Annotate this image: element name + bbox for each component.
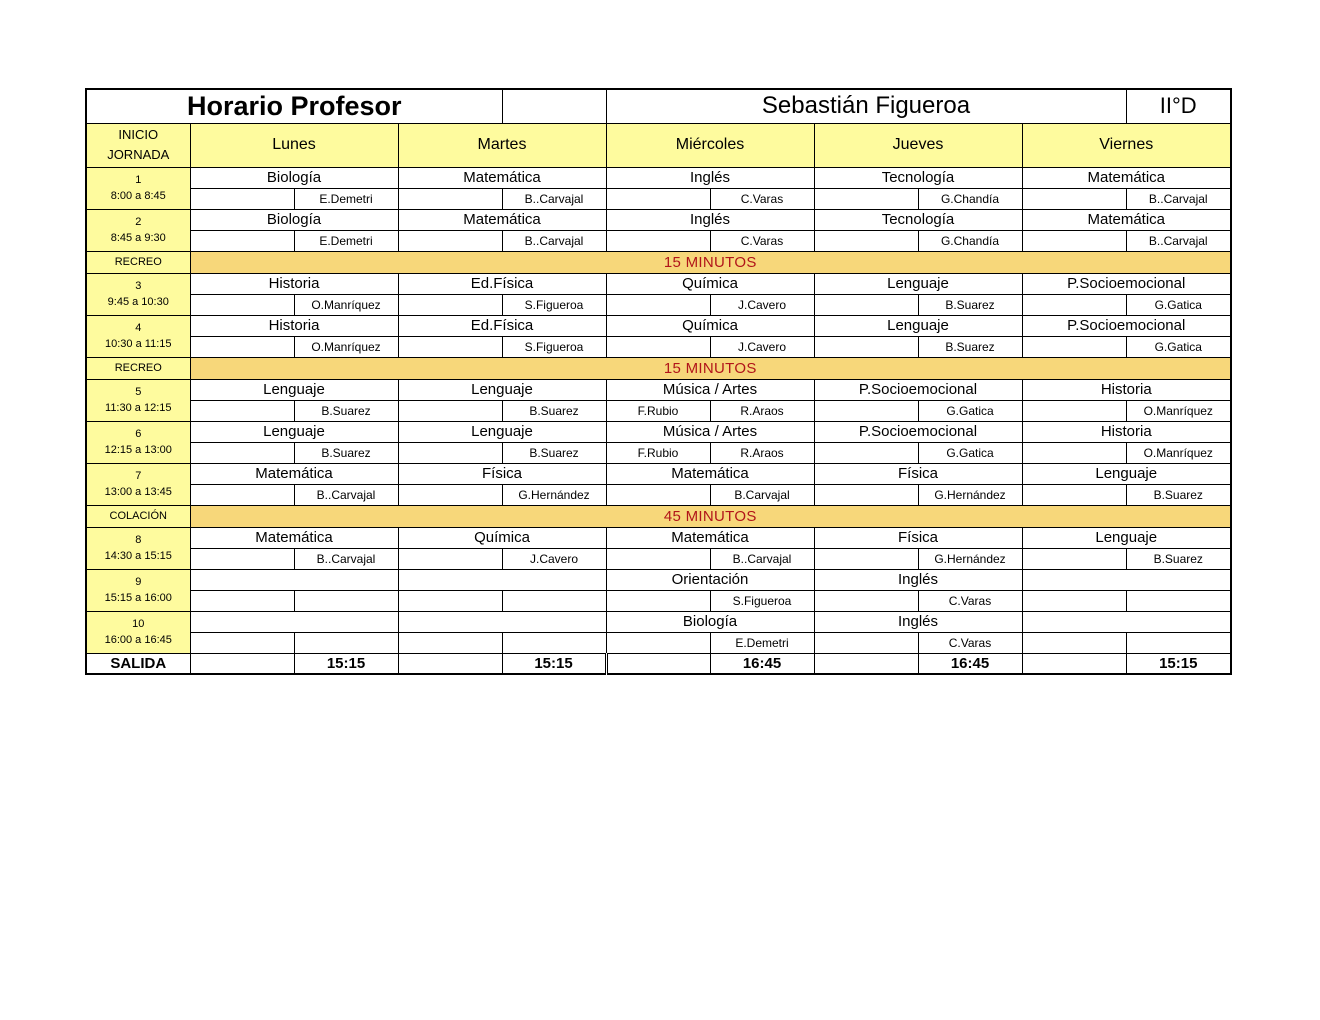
period-teacher-row <box>86 188 1231 209</box>
teacher-primary: G.Hernández <box>918 548 1022 569</box>
teacher-secondary <box>398 336 502 357</box>
teacher-primary: B..Carvajal <box>1126 230 1231 251</box>
subject-cell: Inglés <box>814 569 1022 590</box>
subject-cell: Química <box>606 315 814 336</box>
teacher-secondary <box>814 188 918 209</box>
teacher-primary: C.Varas <box>710 230 814 251</box>
teacher-primary: B..Carvajal <box>294 484 398 505</box>
teacher-secondary <box>814 230 918 251</box>
period-slot <box>86 273 190 315</box>
subject-cell: Matemática <box>606 463 814 484</box>
teacher-secondary <box>814 400 918 421</box>
teacher-secondary <box>190 442 294 463</box>
period-slot <box>86 379 190 421</box>
teacher-primary: O.Manríquez <box>1126 442 1231 463</box>
teacher-secondary <box>606 230 710 251</box>
teacher-primary: C.Varas <box>918 590 1022 611</box>
period-subject-row <box>86 569 1231 590</box>
period-number: 6 <box>135 428 142 440</box>
subject-cell: Lenguaje <box>398 421 606 442</box>
subject-cell: Matemática <box>606 527 814 548</box>
teacher-primary: C.Varas <box>710 188 814 209</box>
teacher-primary: B.Suarez <box>1126 548 1231 569</box>
teacher-secondary <box>398 590 502 611</box>
teacher-secondary <box>606 484 710 505</box>
teacher-primary: G.Gatica <box>918 400 1022 421</box>
subject-cell: P.Socioemocional <box>1022 273 1231 294</box>
teacher-primary: B.Suarez <box>502 442 606 463</box>
subject-cell <box>190 611 398 632</box>
teacher-primary: B..Carvajal <box>294 548 398 569</box>
period-number: 4 <box>135 322 142 334</box>
period-teacher-row <box>86 484 1231 505</box>
salida-spacer <box>1022 653 1126 674</box>
salida-time: 16:45 <box>710 653 814 674</box>
teacher-secondary <box>398 400 502 421</box>
period-subject-row <box>86 379 1231 400</box>
period-time: 8:45 a 9:30 <box>110 232 166 244</box>
subject-cell: P.Socioemocional <box>814 379 1022 400</box>
teacher-primary: G.Hernández <box>918 484 1022 505</box>
subject-cell: Ed.Física <box>398 273 606 294</box>
subject-cell: Inglés <box>606 167 814 188</box>
teacher-primary: B..Carvajal <box>502 188 606 209</box>
teacher-secondary <box>398 230 502 251</box>
subject-cell <box>1022 611 1231 632</box>
period-number: 3 <box>135 280 142 292</box>
salida-time: 15:15 <box>1126 653 1231 674</box>
day-header-viernes: Viernes <box>1022 123 1231 167</box>
subject-cell: Biología <box>190 209 398 230</box>
break-row <box>86 505 1231 527</box>
teacher-primary: B..Carvajal <box>1126 188 1231 209</box>
period-slot <box>86 569 190 611</box>
schedule-title: Horario Profesor <box>86 89 502 123</box>
title-row <box>86 89 1231 123</box>
subject-cell: Lenguaje <box>190 421 398 442</box>
subject-cell: Matemática <box>398 167 606 188</box>
teacher-primary: S.Figueroa <box>502 294 606 315</box>
subject-cell: Física <box>814 463 1022 484</box>
period-number: 7 <box>135 470 142 482</box>
days-header-row <box>86 123 1231 167</box>
subject-cell: Música / Artes <box>606 379 814 400</box>
teacher-secondary <box>1022 548 1126 569</box>
teacher-secondary <box>190 336 294 357</box>
period-slot <box>86 611 190 653</box>
teacher-primary: G.Hernández <box>502 484 606 505</box>
salida-spacer <box>398 653 502 674</box>
teacher-primary: C.Varas <box>918 632 1022 653</box>
teacher-secondary <box>1022 442 1126 463</box>
subject-cell: Ed.Física <box>398 315 606 336</box>
period-number: 9 <box>135 576 142 588</box>
period-number: 2 <box>135 216 142 228</box>
period-teacher-row <box>86 230 1231 251</box>
subject-cell: Tecnología <box>814 209 1022 230</box>
teacher-secondary <box>606 188 710 209</box>
salida-spacer <box>190 653 294 674</box>
day-header-miercoles: Miércoles <box>606 123 814 167</box>
subject-cell: Física <box>814 527 1022 548</box>
teacher-secondary <box>398 548 502 569</box>
teacher-secondary <box>398 442 502 463</box>
teacher-secondary <box>814 590 918 611</box>
teacher-secondary <box>1022 294 1126 315</box>
teacher-secondary: F.Rubio <box>606 442 710 463</box>
period-time: 10:30 a 11:15 <box>105 338 172 350</box>
subject-cell: Historia <box>1022 379 1231 400</box>
break-row <box>86 251 1231 273</box>
subject-cell: Matemática <box>1022 167 1231 188</box>
teacher-secondary <box>190 590 294 611</box>
period-subject-row <box>86 463 1231 484</box>
subject-cell <box>190 569 398 590</box>
teacher-secondary <box>814 442 918 463</box>
teacher-secondary <box>1022 188 1126 209</box>
teacher-primary: O.Manríquez <box>294 294 398 315</box>
teacher-primary: B.Carvajal <box>710 484 814 505</box>
subject-cell: Lenguaje <box>814 315 1022 336</box>
salida-time: 15:15 <box>294 653 398 674</box>
teacher-primary: B..Carvajal <box>502 230 606 251</box>
subject-cell: Química <box>398 527 606 548</box>
teacher-primary: E.Demetri <box>710 632 814 653</box>
teacher-secondary <box>606 632 710 653</box>
teacher-secondary <box>190 484 294 505</box>
teacher-secondary <box>190 400 294 421</box>
subject-cell <box>398 569 606 590</box>
teacher-primary: E.Demetri <box>294 188 398 209</box>
subject-cell: Matemática <box>190 527 398 548</box>
teacher-secondary <box>1022 400 1126 421</box>
start-label-line2: JORNADA <box>107 147 170 162</box>
subject-cell: Inglés <box>606 209 814 230</box>
teacher-primary <box>502 632 606 653</box>
salida-time: 16:45 <box>918 653 1022 674</box>
subject-cell: Biología <box>190 167 398 188</box>
period-subject-row <box>86 315 1231 336</box>
subject-cell: Historia <box>1022 421 1231 442</box>
teacher-secondary <box>398 484 502 505</box>
subject-cell: Biología <box>606 611 814 632</box>
teacher-secondary <box>606 590 710 611</box>
teacher-primary: G.Chandía <box>918 188 1022 209</box>
period-subject-row <box>86 421 1231 442</box>
period-time: 16:00 a 16:45 <box>104 634 172 646</box>
period-subject-row <box>86 611 1231 632</box>
teacher-secondary <box>814 336 918 357</box>
period-number: 8 <box>135 534 142 546</box>
break-duration: 15 MINUTOS <box>190 251 1231 273</box>
break-label: RECREO <box>86 357 190 379</box>
title-blank-cell <box>502 89 606 123</box>
period-slot <box>86 421 190 463</box>
salida-spacer <box>606 653 710 674</box>
subject-cell: Orientación <box>606 569 814 590</box>
subject-cell: Química <box>606 273 814 294</box>
period-subject-row <box>86 527 1231 548</box>
subject-cell: P.Socioemocional <box>814 421 1022 442</box>
teacher-secondary <box>606 294 710 315</box>
period-teacher-row <box>86 442 1231 463</box>
period-number: 10 <box>132 618 145 630</box>
teacher-primary: G.Chandía <box>918 230 1022 251</box>
break-row <box>86 357 1231 379</box>
subject-cell: Inglés <box>814 611 1022 632</box>
period-teacher-row <box>86 590 1231 611</box>
teacher-primary: E.Demetri <box>294 230 398 251</box>
teacher-secondary <box>190 188 294 209</box>
teacher-secondary <box>814 548 918 569</box>
break-duration: 45 MINUTOS <box>190 505 1231 527</box>
teacher-primary: B..Carvajal <box>710 548 814 569</box>
teacher-name: Sebastián Figueroa <box>606 89 1126 123</box>
teacher-secondary <box>1022 336 1126 357</box>
period-teacher-row <box>86 548 1231 569</box>
period-slot <box>86 527 190 569</box>
teacher-primary: S.Figueroa <box>710 590 814 611</box>
subject-cell: Física <box>398 463 606 484</box>
teacher-secondary <box>606 548 710 569</box>
subject-cell: Tecnología <box>814 167 1022 188</box>
period-time: 15:15 a 16:00 <box>104 592 172 604</box>
teacher-primary: O.Manríquez <box>1126 400 1231 421</box>
break-label: RECREO <box>86 251 190 273</box>
period-time: 13:00 a 13:45 <box>104 486 172 498</box>
teacher-primary: O.Manríquez <box>294 336 398 357</box>
period-slot <box>86 209 190 251</box>
period-teacher-row <box>86 294 1231 315</box>
teacher-primary <box>294 632 398 653</box>
period-time: 8:00 a 8:45 <box>110 190 166 202</box>
teacher-secondary <box>398 632 502 653</box>
start-label <box>86 123 190 167</box>
teacher-secondary <box>606 336 710 357</box>
subject-cell: Música / Artes <box>606 421 814 442</box>
period-number: 1 <box>135 174 142 186</box>
teacher-primary: B.Suarez <box>1126 484 1231 505</box>
subject-cell: Matemática <box>1022 209 1231 230</box>
teacher-primary: S.Figueroa <box>502 336 606 357</box>
subject-cell: Lenguaje <box>190 379 398 400</box>
teacher-secondary <box>1022 230 1126 251</box>
teacher-secondary <box>398 188 502 209</box>
period-teacher-row <box>86 400 1231 421</box>
period-slot <box>86 315 190 357</box>
period-teacher-row <box>86 336 1231 357</box>
period-subject-row <box>86 167 1231 188</box>
teacher-primary: J.Cavero <box>710 336 814 357</box>
teacher-schedule-table <box>85 88 1232 675</box>
day-header-lunes: Lunes <box>190 123 398 167</box>
teacher-primary: R.Araos <box>710 442 814 463</box>
teacher-secondary <box>190 632 294 653</box>
period-slot <box>86 463 190 505</box>
teacher-secondary <box>190 294 294 315</box>
teacher-primary: J.Cavero <box>502 548 606 569</box>
subject-cell: Historia <box>190 315 398 336</box>
teacher-primary <box>1126 632 1231 653</box>
teacher-primary <box>502 590 606 611</box>
period-time: 9:45 a 10:30 <box>107 296 169 308</box>
teacher-secondary <box>1022 632 1126 653</box>
teacher-primary: R.Araos <box>710 400 814 421</box>
teacher-secondary <box>1022 484 1126 505</box>
teacher-primary: B.Suarez <box>502 400 606 421</box>
subject-cell: Lenguaje <box>1022 527 1231 548</box>
period-subject-row <box>86 209 1231 230</box>
teacher-secondary <box>398 294 502 315</box>
subject-cell: Lenguaje <box>1022 463 1231 484</box>
subject-cell: Lenguaje <box>814 273 1022 294</box>
teacher-secondary <box>190 230 294 251</box>
teacher-primary: B.Suarez <box>294 400 398 421</box>
teacher-primary: B.Suarez <box>294 442 398 463</box>
break-label: COLACIÓN <box>86 505 190 527</box>
teacher-primary <box>1126 590 1231 611</box>
break-duration: 15 MINUTOS <box>190 357 1231 379</box>
period-number: 5 <box>135 386 142 398</box>
teacher-secondary <box>814 294 918 315</box>
salida-label: SALIDA <box>86 653 190 674</box>
grade-label: II°D <box>1126 89 1231 123</box>
subject-cell: Matemática <box>398 209 606 230</box>
teacher-primary: J.Cavero <box>710 294 814 315</box>
subject-cell: Historia <box>190 273 398 294</box>
salida-spacer <box>814 653 918 674</box>
subject-cell: Lenguaje <box>398 379 606 400</box>
salida-time: 15:15 <box>502 653 606 674</box>
teacher-secondary <box>190 548 294 569</box>
teacher-secondary <box>1022 590 1126 611</box>
subject-cell <box>398 611 606 632</box>
teacher-secondary: F.Rubio <box>606 400 710 421</box>
teacher-secondary <box>814 632 918 653</box>
day-header-martes: Martes <box>398 123 606 167</box>
subject-cell <box>1022 569 1231 590</box>
start-label-line1: INICIO <box>118 127 159 142</box>
subject-cell: P.Socioemocional <box>1022 315 1231 336</box>
salida-row <box>86 653 1231 674</box>
teacher-primary: B.Suarez <box>918 294 1022 315</box>
subject-cell: Matemática <box>190 463 398 484</box>
teacher-primary <box>294 590 398 611</box>
period-time: 12:15 a 13:00 <box>104 444 172 456</box>
period-time: 14:30 a 15:15 <box>104 550 172 562</box>
period-time: 11:30 a 12:15 <box>105 402 172 414</box>
teacher-secondary <box>814 484 918 505</box>
teacher-primary: G.Gatica <box>1126 294 1231 315</box>
period-subject-row <box>86 273 1231 294</box>
teacher-primary: G.Gatica <box>1126 336 1231 357</box>
period-teacher-row <box>86 632 1231 653</box>
teacher-primary: G.Gatica <box>918 442 1022 463</box>
day-header-jueves: Jueves <box>814 123 1022 167</box>
teacher-primary: B.Suarez <box>918 336 1022 357</box>
period-slot <box>86 167 190 209</box>
